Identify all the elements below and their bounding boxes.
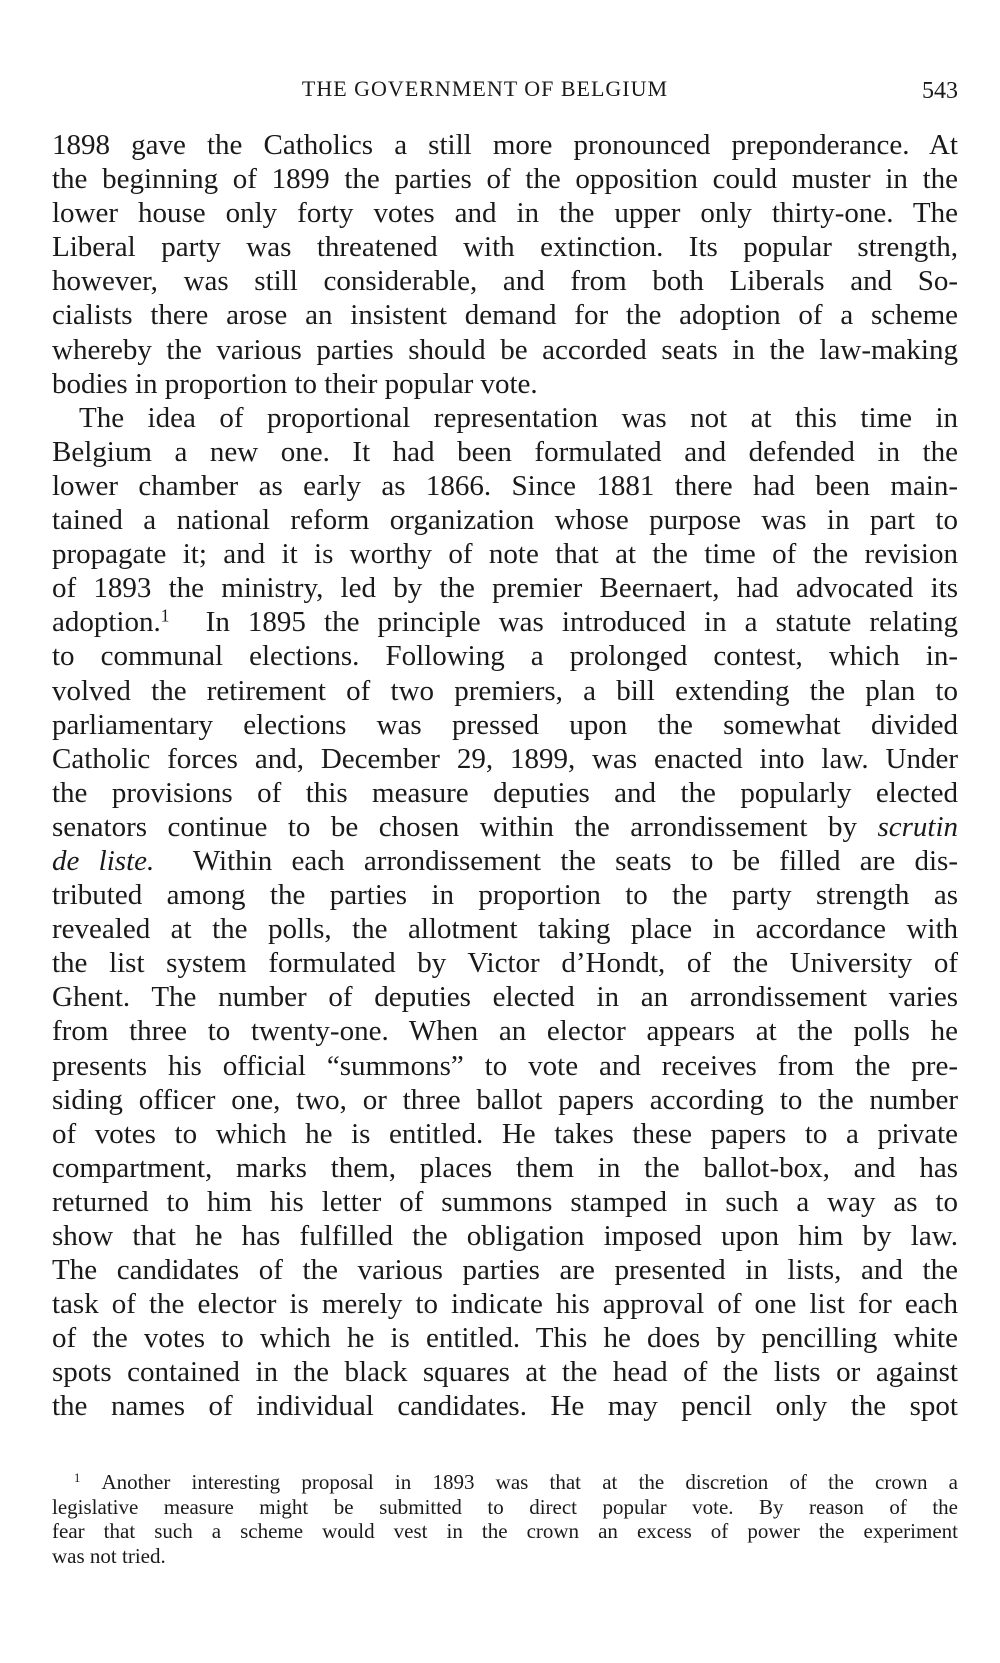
text-line: tained a national reform organization whose purpose was in part to <box>52 504 958 537</box>
footnotes <box>52 1470 958 1568</box>
text-line: the beginning of 1899 the parties of the opposition could muster in the <box>52 163 958 196</box>
text-line: lower house only forty votes and in the upper only thirty-one. The <box>52 197 958 230</box>
text-line <box>52 810 958 844</box>
text-line: the list system formulated by Victor d’Hondt, of the University of <box>52 947 958 980</box>
footnote-line: was not tried. <box>52 1543 166 1568</box>
italic-term: de liste. <box>52 844 155 877</box>
text-line <box>52 605 958 639</box>
text-line: siding officer one, two, or three ballot papers according to the number <box>52 1083 958 1116</box>
running-head <box>52 76 958 112</box>
text-line: Catholic forces and, December 29, 1899, was enacted into law. Under <box>52 742 958 775</box>
text-fragment: adoption. <box>52 606 161 639</box>
text-line: Liberal party was threatened with extinction. Its popular strength, <box>52 231 958 264</box>
text-line: compartment, marks them, places them in the ballot-box, and has <box>52 1151 958 1184</box>
text-line: tributed among the parties in proportion to the party strength as <box>52 879 958 912</box>
text-line: volved the retirement of two premiers, a bill extending the plan to <box>52 674 958 707</box>
text-line: returned to him his letter of summons stamped in such a way as to <box>52 1185 958 1218</box>
running-title: THE GOVERNMENT OF BELGIUM <box>301 76 669 101</box>
text-line: however, was still considerable, and from both Liberals and So- <box>52 265 958 298</box>
text-line: parliamentary elections was pressed upon the somewhat divided <box>52 708 958 741</box>
text-line: bodies in proportion to their popular vote. <box>52 367 538 400</box>
footnote-line: legislative measure might be submitted to direct popular vote. By reason of the <box>52 1494 958 1519</box>
text-line: revealed at the polls, the allotment taking place in accordance with <box>52 913 958 946</box>
text-fragment: senators continue to be chosen within the arrondissement by <box>52 810 857 843</box>
text-line: the names of individual candidates. He may pencil only the spot <box>52 1390 958 1423</box>
body-text <box>52 128 958 1424</box>
text-fragment: Another interesting proposal in 1893 was that at the discretion of the crown a <box>101 1470 958 1494</box>
paragraph-1 <box>52 128 958 401</box>
text-line: The candidates of the various parties are presented in lists, and the <box>52 1254 958 1287</box>
text-line: Belgium a new one. It had been formulated and defended in the <box>52 435 958 468</box>
text-line: to communal elections. Following a prolonged contest, which in- <box>52 640 958 673</box>
text-line: of 1893 the ministry, led by the premier Beernaert, had advocated its <box>52 572 958 605</box>
text-line: from three to twenty-one. When an elector appears at the polls he <box>52 1015 958 1048</box>
text-line: of votes to which he is entitled. He takes these papers to a private <box>52 1117 958 1150</box>
text-line: whereby the various parties should be accorded seats in the law-making <box>52 333 958 366</box>
text-line: task of the elector is merely to indicate his approval of one list for each <box>52 1288 958 1321</box>
footnote-line <box>52 1470 958 1495</box>
text-line: Ghent. The number of deputies elected in an arrondissement varies <box>52 981 958 1014</box>
book-page <box>52 0 958 1663</box>
footnote-line: fear that such a scheme would vest in the crown an excess of power the experiment <box>52 1519 958 1543</box>
text-fragment: In 1895 the principle was introduced in a statute relating <box>205 606 958 639</box>
footnote-marker: 1 <box>74 1471 81 1486</box>
paragraph-2 <box>52 401 958 1424</box>
italic-term: scrutin <box>877 810 958 843</box>
text-fragment: Within each arrondissement the seats to be filled are dis- <box>192 844 958 877</box>
text-line: lower chamber as early as 1866. Since 1881 there had been main- <box>52 469 958 502</box>
page-number: 543 <box>922 78 958 104</box>
text-line <box>52 844 958 878</box>
text-line: of the votes to which he is entitled. This he does by pencilling white <box>52 1322 958 1355</box>
text-line: cialists there arose an insistent demand for the adoption of a scheme <box>52 299 958 332</box>
text-line: 1898 gave the Catholics a still more pronounced preponderance. At <box>52 129 958 161</box>
text-line: spots contained in the black squares at the head of the lists or against <box>52 1356 958 1389</box>
text-line: The idea of proportional representation was not at this time in <box>79 401 958 434</box>
text-line: show that he has fulfilled the obligation imposed upon him by law. <box>52 1220 958 1252</box>
text-line: propagate it; and it is worthy of note that at the time of the revision <box>52 538 958 571</box>
text-line: the provisions of this measure deputies and the popularly elected <box>52 776 958 809</box>
text-line: presents his official “summons” to vote and receives from the pre- <box>52 1049 958 1082</box>
footnote-ref: 1 <box>160 605 170 626</box>
